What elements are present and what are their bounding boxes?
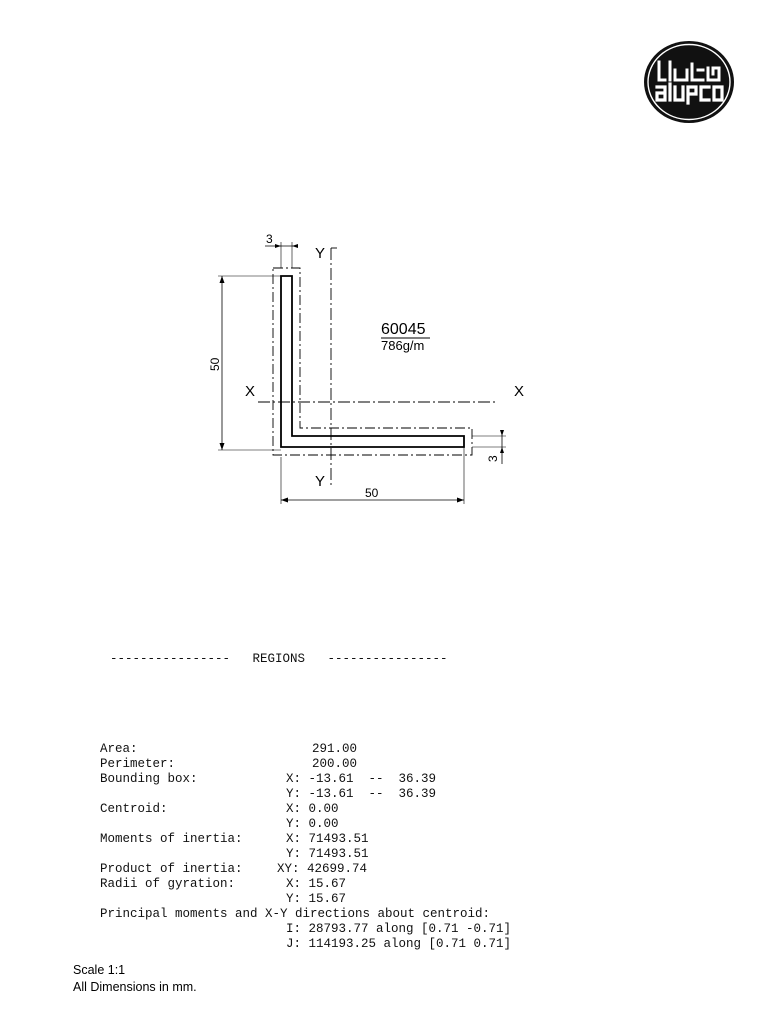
regions-row [100, 877, 511, 892]
profile-code: 60045 [381, 321, 426, 338]
regions-row-label: Centroid: [100, 802, 168, 816]
regions-row-label: Radii of gyration: [100, 877, 236, 891]
regions-row-value: X: 15.67 [286, 877, 347, 891]
regions-row-value: 200.00 [312, 757, 358, 771]
regions-row-label [100, 787, 286, 802]
regions-row-value: 291.00 [312, 742, 358, 756]
regions-row-value: Y: -13.61 -- 36.39 [286, 787, 437, 801]
regions-report [100, 622, 511, 967]
regions-row-value: Y: 0.00 [286, 817, 339, 831]
regions-row-label [100, 817, 286, 832]
axis-y-top-label: Y [315, 245, 326, 262]
offset-outline [273, 268, 472, 455]
regions-row [100, 817, 511, 832]
dim-right-thickness: 3 [486, 455, 500, 462]
dim-width-label: 50 [365, 486, 379, 500]
regions-row-value: J: 114193.25 along [0.71 0.71] [286, 937, 512, 951]
regions-row [100, 892, 511, 907]
l-profile-outline [281, 276, 464, 447]
regions-row [100, 772, 511, 787]
regions-row [100, 847, 511, 862]
regions-row-label: Product of inertia: [100, 862, 243, 876]
profile-weight: 786g/m [381, 338, 425, 353]
regions-row-label: Principal moments and X-Y directions about centroid: [100, 907, 491, 921]
regions-row [100, 757, 511, 772]
regions-row-value: Y: 71493.51 [286, 847, 369, 861]
regions-row [100, 802, 511, 817]
regions-row-label [100, 922, 286, 937]
axis-x-left-label: X [245, 383, 256, 400]
regions-row-label: Area: [100, 742, 138, 756]
regions-rows [100, 742, 511, 952]
regions-row-value: X: -13.61 -- 36.39 [286, 772, 437, 786]
units-note: All Dimensions in mm. [73, 980, 197, 994]
regions-row-label: Bounding box: [100, 772, 198, 786]
regions-row-value: X: 0.00 [286, 802, 339, 816]
regions-row-label [100, 847, 286, 862]
regions-row-label [100, 937, 286, 952]
regions-row-value: X: 71493.51 [286, 832, 369, 846]
regions-row [100, 937, 511, 952]
regions-row [100, 787, 511, 802]
regions-row-label: Moments of inertia: [100, 832, 243, 846]
dim-height-label: 50 [208, 357, 222, 371]
axis-x-right-label: X [514, 383, 525, 400]
regions-header: ---------------- REGIONS ---------------- [110, 652, 448, 666]
axis-y-bottom-label: Y [315, 473, 326, 490]
dim-top-thickness: 3 [266, 232, 273, 246]
regions-row-value: I: 28793.77 along [0.71 -0.71] [286, 922, 512, 936]
scale-note: Scale 1:1 [73, 963, 126, 977]
regions-row-label: Perimeter: [100, 757, 176, 771]
regions-row [100, 922, 511, 937]
footer-notes [73, 962, 197, 996]
regions-row-value: XY: 42699.74 [277, 862, 368, 876]
regions-row [100, 742, 511, 757]
regions-row [100, 862, 511, 877]
regions-row [100, 907, 511, 922]
regions-row-label [100, 892, 286, 907]
regions-row [100, 832, 511, 847]
regions-row-value: Y: 15.67 [286, 892, 347, 906]
